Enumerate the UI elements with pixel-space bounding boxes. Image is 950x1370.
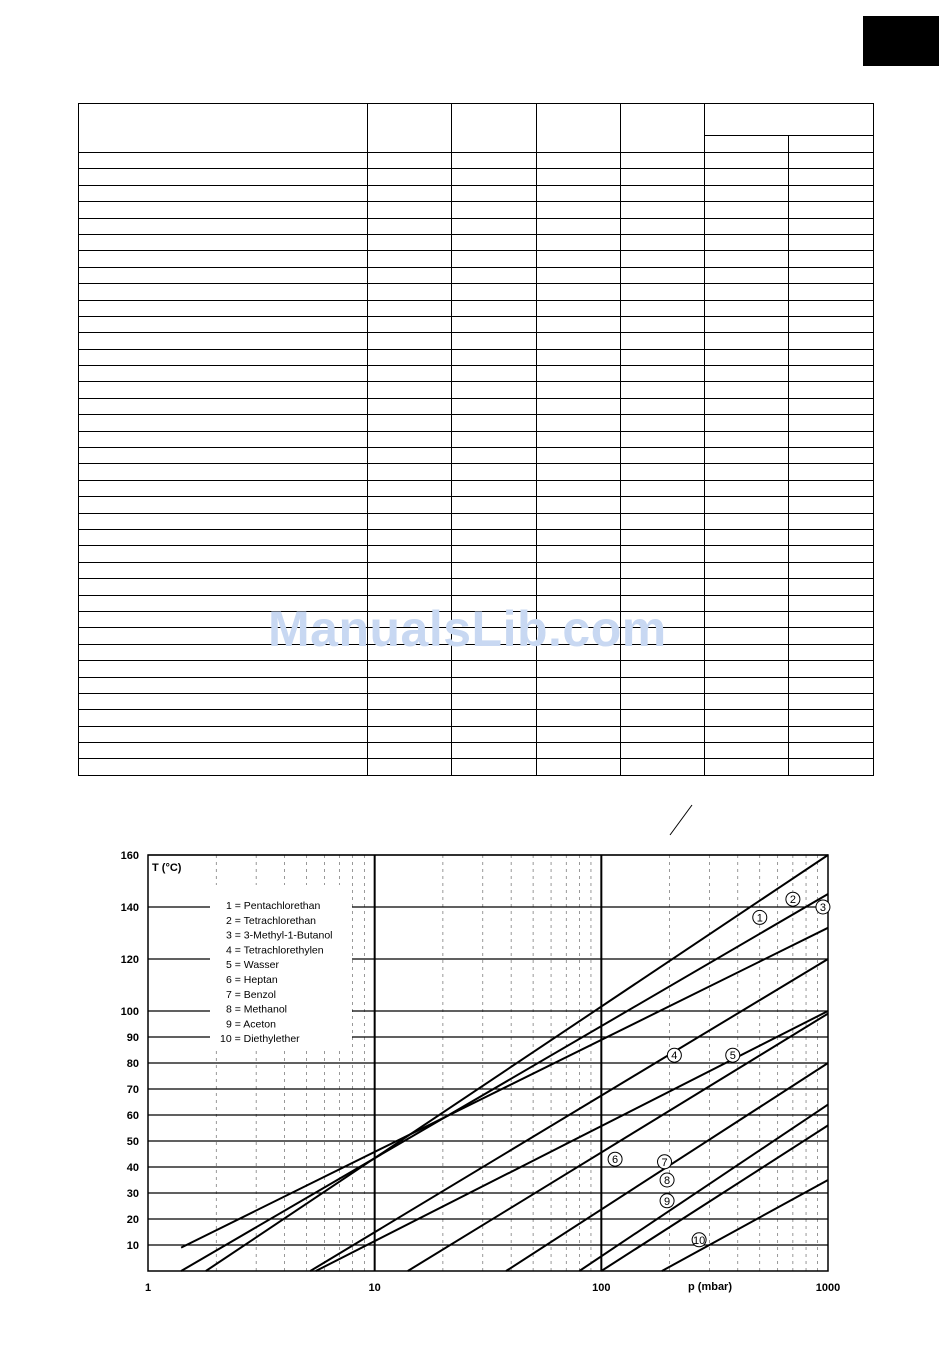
series-marker-label: 4	[671, 1050, 678, 1063]
legend-entry: 2 = Tetrachlorethan	[226, 914, 316, 927]
y-tick-label: 30	[126, 1188, 139, 1200]
y-tick-label: 140	[120, 902, 139, 914]
y-tick-label: 70	[126, 1084, 139, 1096]
y-tick-label: 10	[126, 1240, 139, 1252]
watermark: ManualsLib.com	[268, 601, 667, 657]
y-tick-label: 100	[120, 1006, 139, 1018]
y-tick-label: 90	[126, 1032, 139, 1044]
y-tick-label: 80	[126, 1058, 139, 1070]
legend-entry: 7 = Benzol	[226, 988, 276, 1001]
x-tick-label: 10	[368, 1282, 381, 1294]
legend-entry: 10 = Diethylether	[220, 1033, 300, 1046]
series-marker-label: 3	[819, 902, 827, 914]
series-line	[662, 1180, 828, 1271]
legend-entry: 5 = Wasser	[226, 959, 280, 972]
series-marker-label: 1	[756, 912, 763, 925]
series-marker-label: 7	[661, 1156, 668, 1169]
legend-entry: 8 = Methanol	[226, 1003, 288, 1016]
x-tick-label: 1	[144, 1282, 152, 1294]
y-tick-label: 20	[126, 1214, 139, 1226]
y-tick-label: 40	[126, 1162, 139, 1174]
series-line	[408, 1014, 828, 1271]
series-marker-label: 9	[664, 1195, 671, 1208]
series-marker-label: 2	[789, 894, 796, 907]
x-tick-label: 1000	[815, 1282, 841, 1294]
series-marker-label: 10	[692, 1234, 706, 1247]
legend-entry: 3 = 3-Methyl-1-Butanol	[226, 929, 333, 942]
legend-entry: 4 = Tetrachlorethylen	[226, 944, 324, 957]
series-marker-label: 6	[612, 1154, 619, 1167]
legend-entry: 6 = Heptan	[226, 974, 278, 986]
y-tick-label: 60	[126, 1110, 139, 1122]
x-axis-title: p (mbar)	[688, 1281, 732, 1293]
y-tick-label: 120	[120, 954, 139, 966]
legend-entry: 9 = Aceton	[226, 1018, 276, 1031]
x-tick-label: 100	[592, 1282, 611, 1294]
series-marker-label: 5	[729, 1050, 736, 1063]
y-axis-title: T (°C)	[152, 862, 182, 874]
legend-entry: 1 = Pentachlorethan	[226, 900, 321, 912]
y-tick-label: 50	[126, 1136, 139, 1148]
series-marker-label: 8	[664, 1175, 671, 1187]
y-tick-label: 160	[120, 850, 139, 862]
